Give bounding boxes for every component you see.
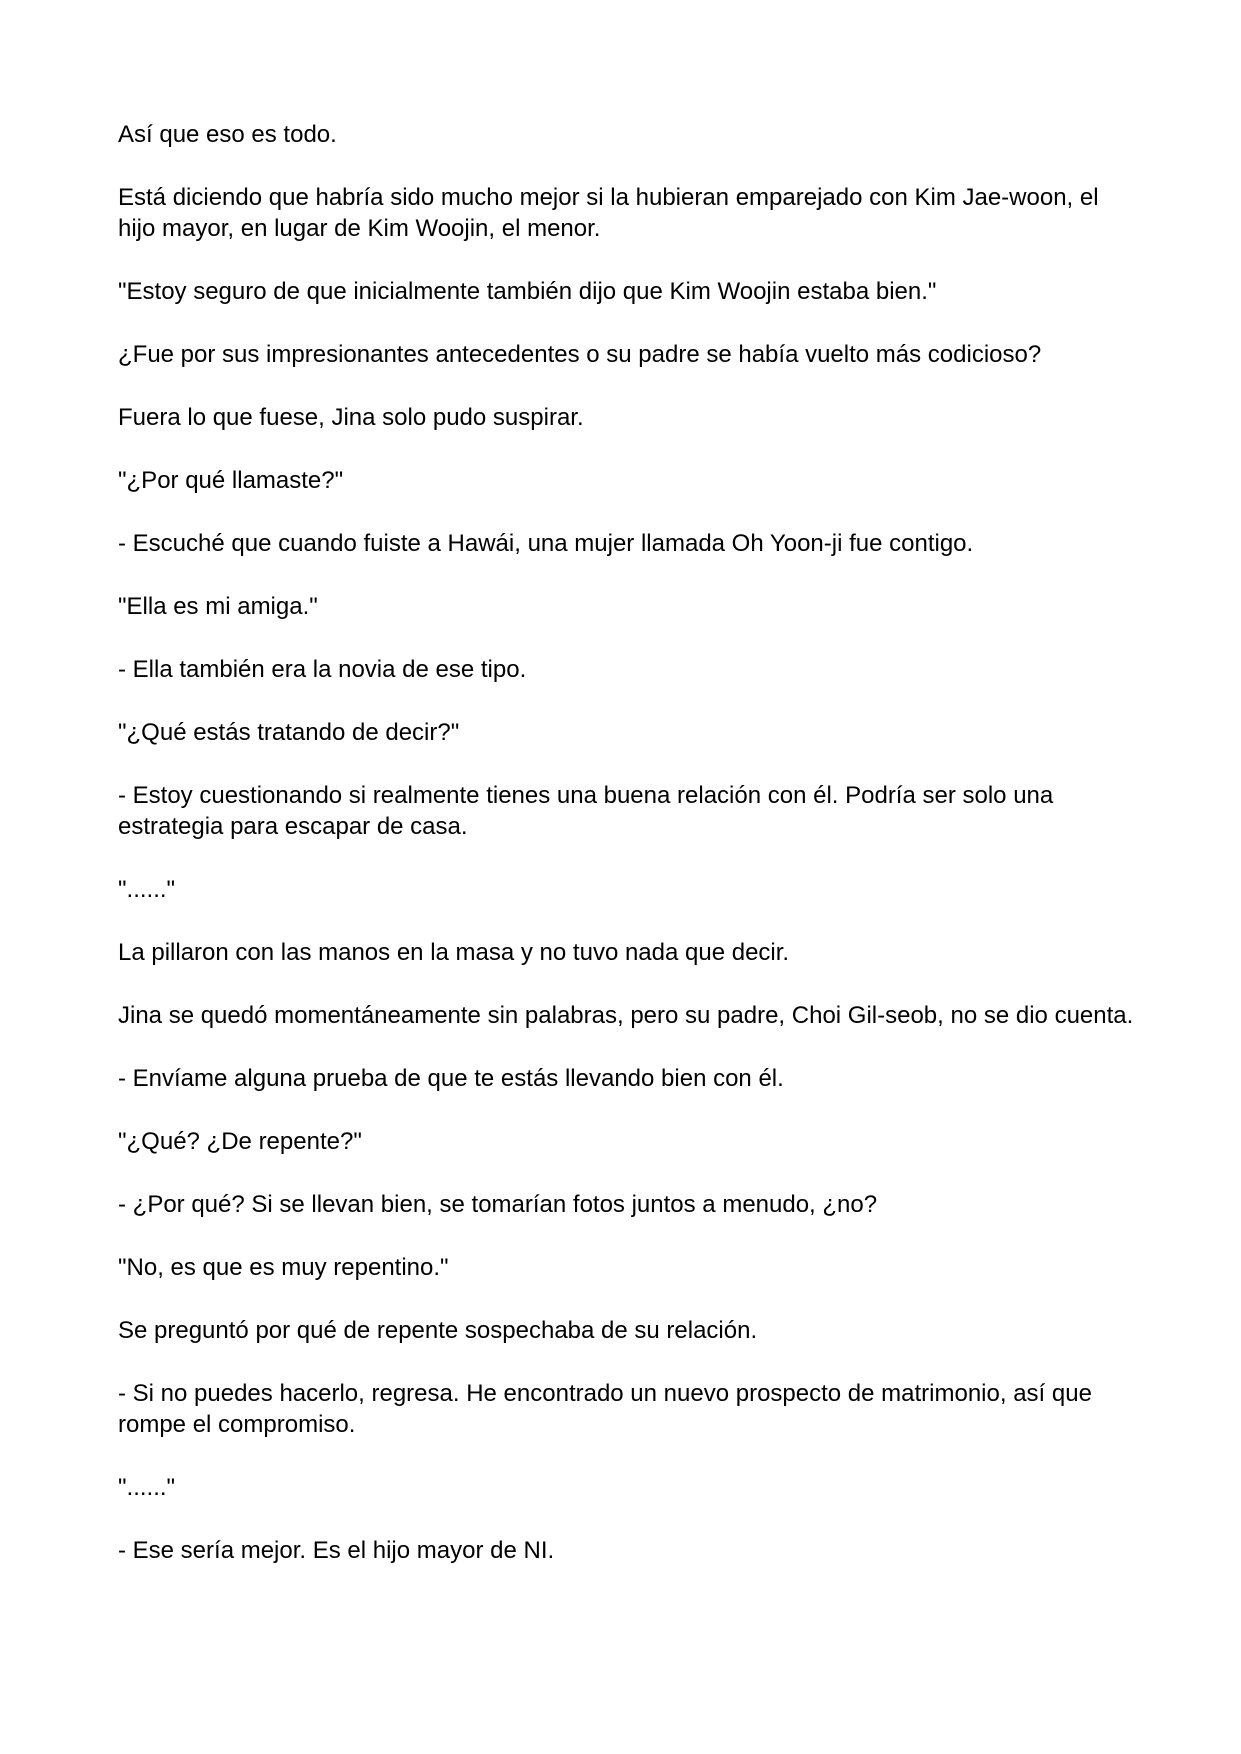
paragraph: La pillaron con las manos en la masa y no tuvo nada que decir. <box>118 939 790 966</box>
paragraph: "Ella es mi amiga." <box>118 593 318 620</box>
paragraph: "No, es que es muy repentino." <box>118 1254 449 1281</box>
paragraph: "......" <box>118 1474 176 1501</box>
paragraph: - Estoy cuestionando si realmente tienes una buena relación con él. Podría ser solo una estrategia para escapar de casa. <box>118 782 1054 840</box>
paragraph: - ¿Por qué? Si se llevan bien, se tomarían fotos juntos a menudo, ¿no? <box>118 1191 878 1218</box>
paragraph: ¿Fue por sus impresionantes antecedentes o su padre se había vuelto más codicioso? <box>118 341 1042 368</box>
paragraph: - Envíame alguna prueba de que te estás llevando bien con él. <box>118 1065 784 1092</box>
document-text-body <box>118 119 1138 1598</box>
paragraph: - Escuché que cuando fuiste a Hawái, una mujer llamada Oh Yoon-ji fue contigo. <box>118 530 974 557</box>
paragraph: "Estoy seguro de que inicialmente también dijo que Kim Woojin estaba bien." <box>118 278 937 305</box>
paragraph: "......" <box>118 876 176 903</box>
paragraph: Jina se quedó momentáneamente sin palabras, pero su padre, Choi Gil-seob, no se dio cuenta. <box>118 1002 1134 1029</box>
paragraph: "¿Por qué llamaste?" <box>118 467 344 494</box>
paragraph: Así que eso es todo. <box>118 121 337 148</box>
paragraph: Está diciendo que habría sido mucho mejor si la hubieran emparejado con Kim Jae-woon, el hijo mayor, en lugar de Kim Woojin, el menor. <box>118 184 1099 242</box>
paragraph: - Si no puedes hacerlo, regresa. He encontrado un nuevo prospecto de matrimonio, así que rompe el compromiso. <box>118 1380 1092 1438</box>
paragraph: "¿Qué? ¿De repente?" <box>118 1128 362 1155</box>
paragraph: "¿Qué estás tratando de decir?" <box>118 719 460 746</box>
paragraph: Se preguntó por qué de repente sospechaba de su relación. <box>118 1317 758 1344</box>
paragraph: - Ella también era la novia de ese tipo. <box>118 656 527 683</box>
paragraph: Fuera lo que fuese, Jina solo pudo suspirar. <box>118 404 584 431</box>
paragraph: - Ese sería mejor. Es el hijo mayor de NI. <box>118 1537 555 1564</box>
